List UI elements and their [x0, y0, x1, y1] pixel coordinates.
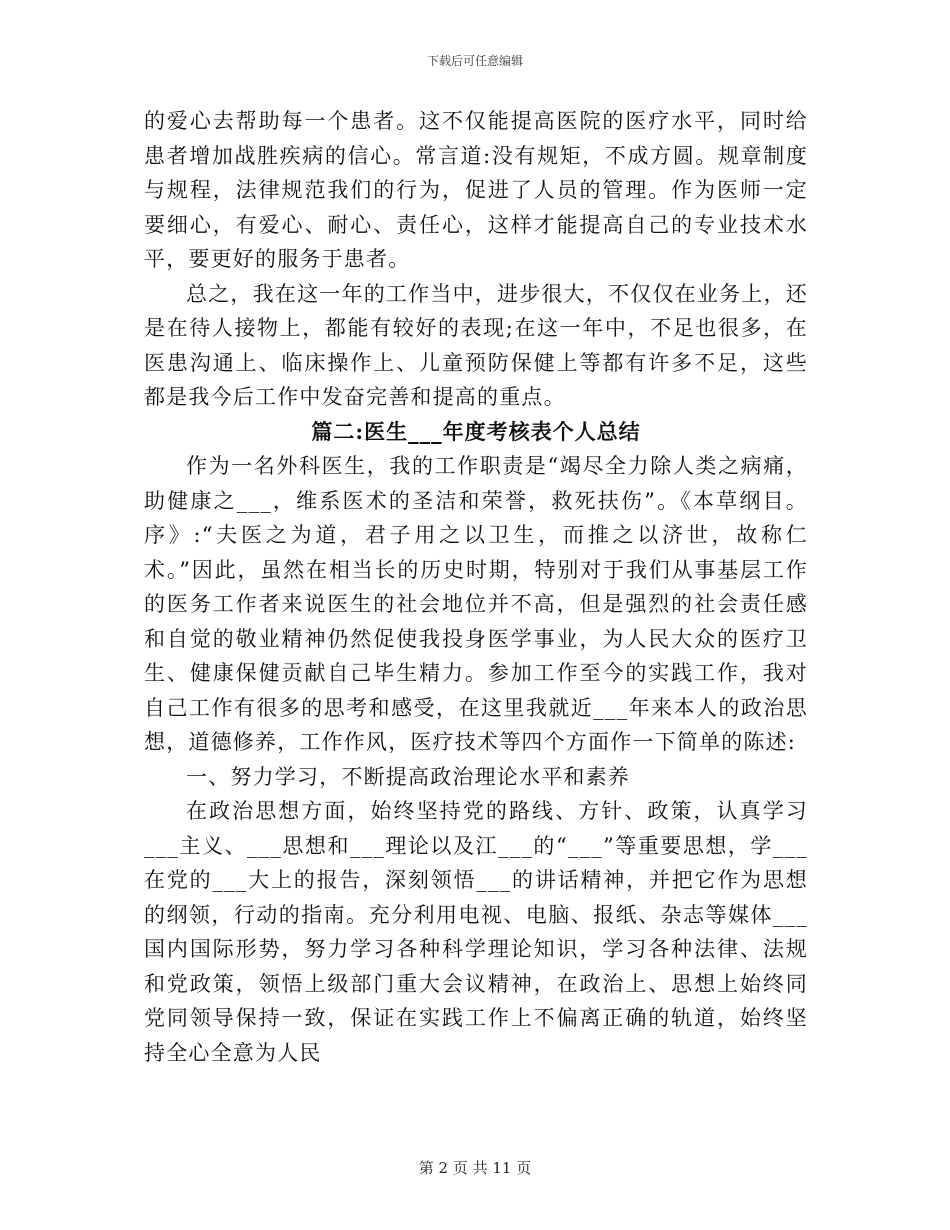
page-header: 下载后可任意编辑 [426, 54, 523, 68]
paragraph-summary: 总之，我在这一年的工作当中，进步很大，不仅仅在业务上，还是在待人接物上，都能有较好的表现;在这一年中，不足也很多，在医患沟通上、临床操作上、儿童预防保健上等都有许多不足，这些都是我今后工作中发奋完善和提高的重点。 [144, 281, 808, 409]
subheading-study: 一、努力学习，不断提高政治理论水平和素养 [186, 764, 630, 789]
paragraph-intro: 作为一名外科医生，我的工作职责是“竭尽全力除人类之病痛，助健康之___，维系医术的圣洁和荣誉，救死扶伤”。《本草纲目。序》:“夫医之为道，君子用之以卫生，而推之以济世，故称仁术。”因此，虽然在相当长的历史时期，特别对于我们从事基层工作的医务工作者来说医生的社会地位并不高，但是强烈的社会责任感和自觉的敬业精神仍然促使我投身医学事业，为人民大众的医疗卫生、健康保健贡献自己毕生精力。参加工作至今的实践工作，我对自己工作有很多的思考和感受，在这里我就近___年来本人的政治思想，道德修养，工作作风，医疗技术等四个方面作一下简单的陈述: [144, 454, 808, 754]
page-footer: 第 2 页 共 11 页 [418, 1159, 532, 1177]
paragraph-political: 在政治思想方面，始终坚持党的路线、方针、政策，认真学习___主义、___思想和___理论以及江___的“___”等重要思想，学___在党的___大上的报告，深刻领悟___的讲话精神，并把它作为思想的纲领，行动的指南。充分利用电视、电脑、报纸、杂志等媒体___国内国际形势，努力学习各种科学理论知识，学习各种法律、法规和党政策，领悟上级部门重大会议精神，在政治上、思想上始终同党同领导保持一致，保证在实践工作上不偏离正确的轨道，始终坚持全心全意为人民 [144, 799, 808, 1065]
section-title: 篇二:医生___年度考核表个人总结 [311, 418, 641, 444]
document-body [144, 104, 808, 1070]
paragraph-continued: 的爱心去帮助每一个患者。这不仅能提高医院的医疗水平，同时给患者增加战胜疾病的信心。常言道:没有规矩，不成方圆。规章制度与规程，法律规范我们的行为，促进了人员的管理。作为医师一定要细心，有爱心、耐心、责任心，这样才能提高自己的专业技术水平，要更好的服务于患者。 [144, 109, 808, 271]
